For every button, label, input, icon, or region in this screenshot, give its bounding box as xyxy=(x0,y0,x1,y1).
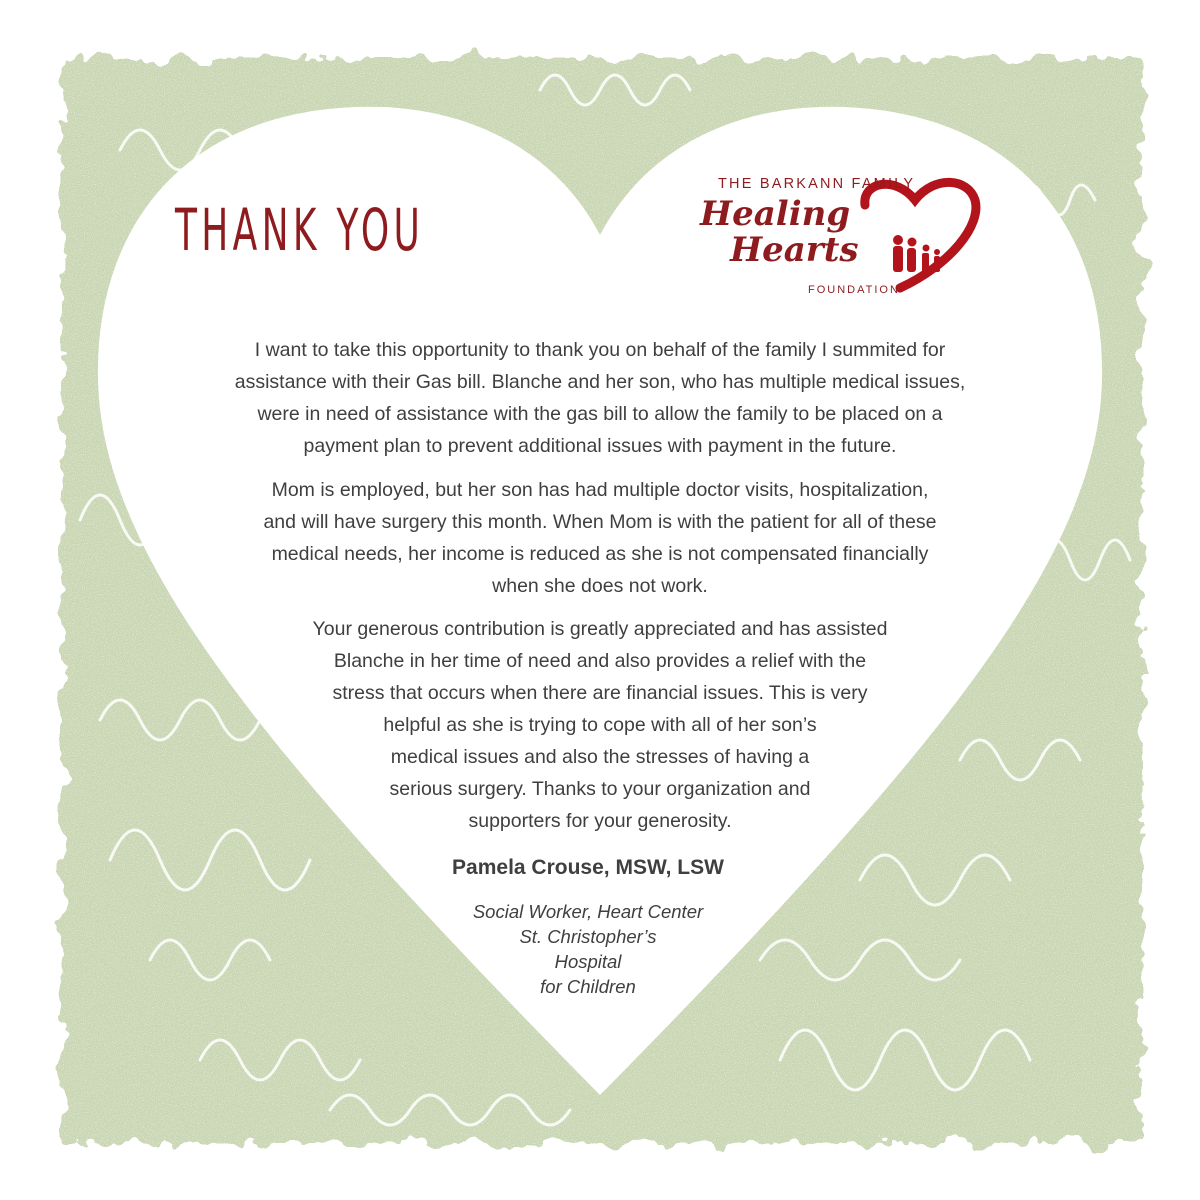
letter-line: payment plan to prevent additional issues with payment in the future. xyxy=(303,435,897,457)
letter-line: when she does not work. xyxy=(492,575,708,597)
letter-line: were in need of assistance with the gas bill to allow the family to be placed on a xyxy=(257,403,943,425)
signature-title-line: Hospital xyxy=(554,951,622,972)
logo-foundation: FOUNDATION xyxy=(808,284,900,296)
letter-paragraph-2 xyxy=(120,474,1080,602)
letter-paragraph-1 xyxy=(120,334,1080,462)
logo-top-line: THE BARKANN FAMILY xyxy=(718,176,916,192)
signature-title-line: for Children xyxy=(540,976,636,997)
letter-line: Blanche in her time of need and also provides a relief with the xyxy=(333,650,867,672)
signature-name: Pamela Crouse, MSW, LSW xyxy=(452,856,724,879)
letter-line: medical needs, her income is reduced as she is not compensated financially xyxy=(271,543,929,565)
healing-hearts-logo xyxy=(690,170,990,310)
letter-line: and will have surgery this month. When Mom is with the patient for all of these xyxy=(263,511,937,533)
letter-line: medical issues and also the stresses of having a xyxy=(390,746,810,768)
letter-line: helpful as she is trying to cope with all of her son’s xyxy=(383,714,817,736)
letter-line: I want to take this opportunity to thank you on behalf of the family I summited for xyxy=(254,339,946,361)
letter-line: Mom is employed, but her son has had multiple doctor visits, hospitalization, xyxy=(271,479,929,501)
signature-title-line: St. Christopher’s xyxy=(519,926,657,947)
signature-title xyxy=(0,899,1176,999)
signature-title-line: Social Worker, Heart Center xyxy=(472,901,704,922)
logo-hearts: Hearts xyxy=(730,230,859,270)
letter-line: stress that occurs when there are financial issues. This is very xyxy=(332,682,868,704)
logo-healing: Healing xyxy=(700,194,851,234)
letter-paragraph-3 xyxy=(120,613,1080,837)
letter-line: Your generous contribution is greatly appreciated and has assisted xyxy=(312,618,888,640)
letter-line: supporters for your generosity. xyxy=(468,810,732,832)
thank-you-heading: THANK YOU xyxy=(175,196,425,264)
letter-line: serious surgery. Thanks to your organization and xyxy=(389,778,811,800)
letter-line: assistance with their Gas bill. Blanche and her son, who has multiple medical issues, xyxy=(234,371,966,393)
